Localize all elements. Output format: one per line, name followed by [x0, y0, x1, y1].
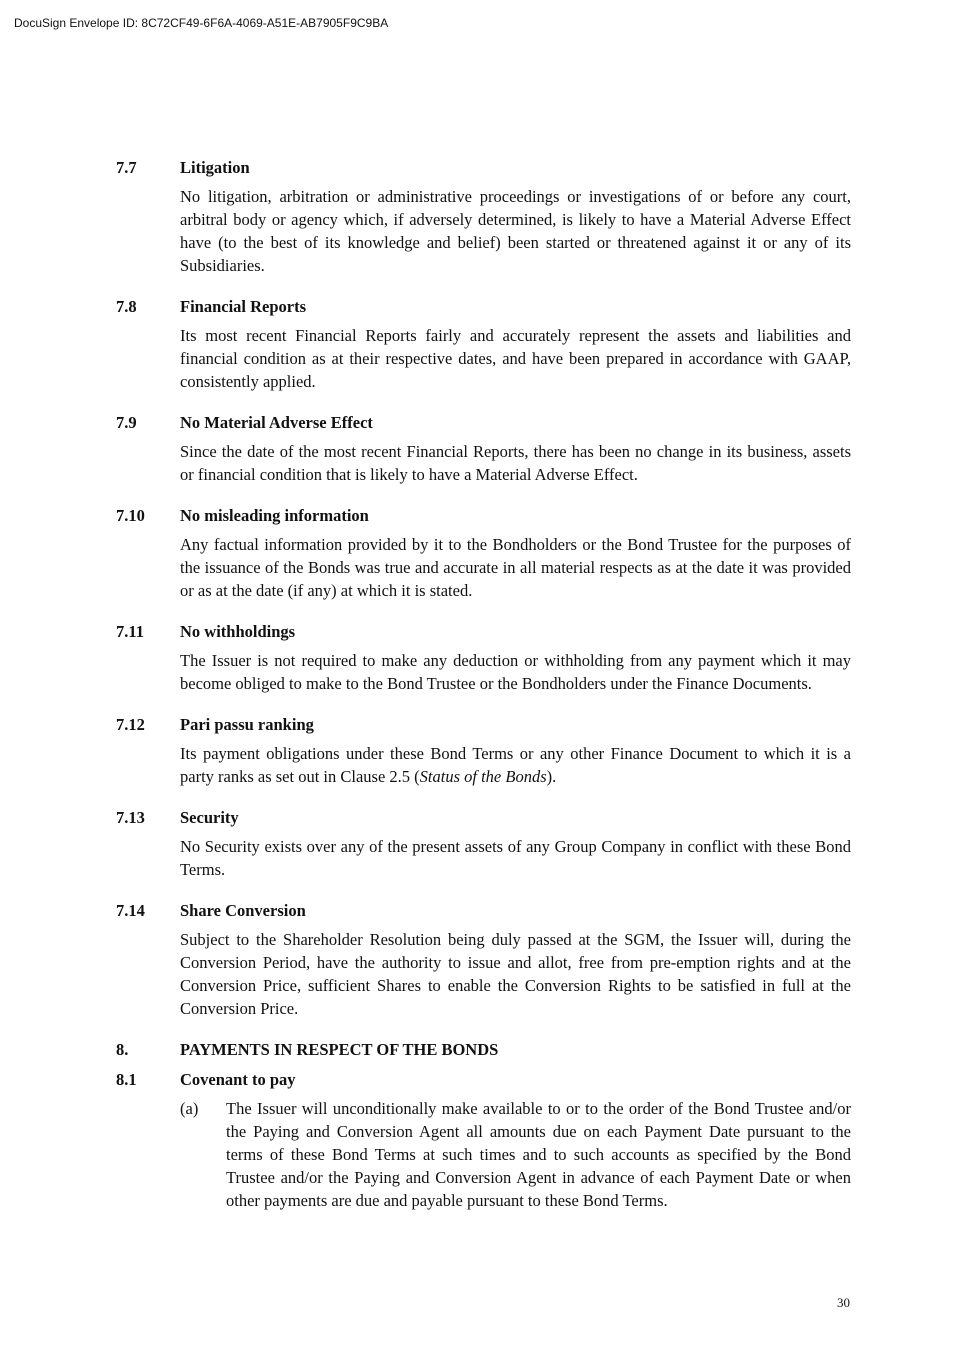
- section-title: Litigation: [180, 158, 250, 177]
- section-title: Financial Reports: [180, 297, 307, 316]
- section-text: Any factual information provided by it to the Bondholders or the Bond Trustee for the purposes of the issuance of the Bonds was true and accurate in all material respects as at the date it was provided or as at the date (if any) at which it is stated.: [180, 535, 851, 600]
- section-7-8: [116, 296, 851, 393]
- section-7-7: [116, 157, 851, 277]
- paragraph-text: The Issuer will unconditionally make available to or to the order of the Bond Trustee and/or the Paying and Conversion Agent all amounts due on each Payment Date pursuant to the terms of these Bond Terms at such times and to such accounts as specified by the Bond Trustee and/or the Paying and Conversion Agent in advance of each Payment Date or when other payments are due and payable pursuant to these Bond Terms.: [226, 1099, 851, 1210]
- clause-number: 8.: [116, 1040, 129, 1059]
- clause-8: [116, 1039, 851, 1061]
- section-text-before: Its payment obligations under these Bond Terms or any other Finance Document to which it is a party ranks as set out in Clause 2.5 (: [180, 744, 851, 786]
- section-text: Since the date of the most recent Financial Reports, there has been no change in its business, assets or financial condition that is likely to have a Material Adverse Effect.: [180, 442, 851, 484]
- document-body: [116, 157, 851, 1231]
- section-title: Pari passu ranking: [180, 715, 314, 734]
- section-number: 7.13: [116, 808, 145, 827]
- section-number: 8.1: [116, 1070, 137, 1089]
- section-number: 7.7: [116, 158, 137, 177]
- section-title: Security: [180, 808, 239, 827]
- clause-title: PAYMENTS IN RESPECT OF THE BONDS: [180, 1040, 499, 1059]
- section-text: No litigation, arbitration or administrative proceedings or investigations of or before any court, arbitral body or agency which, if adversely determined, is likely to have a Material Adverse Effect have (to the best of its knowledge and belief) been started or threatened against it or any of its Subsidiaries.: [180, 187, 851, 275]
- page-number: 30: [837, 1295, 850, 1310]
- section-7-10: [116, 505, 851, 602]
- section-number: 7.11: [116, 622, 144, 641]
- sub-paragraph-a: [180, 1097, 851, 1212]
- section-title: Covenant to pay: [180, 1070, 296, 1089]
- section-7-9: [116, 412, 851, 486]
- section-text: [180, 742, 851, 788]
- section-text: Its most recent Financial Reports fairly and accurately represent the assets and liabilities and financial condition as at their respective dates, and have been prepared in accordance with GAAP, consistently applied.: [180, 326, 851, 391]
- clause-reference: Status of the Bonds: [419, 767, 547, 786]
- section-title: No misleading information: [180, 506, 369, 525]
- section-text-after: ).: [546, 767, 557, 786]
- section-title: No withholdings: [180, 622, 296, 641]
- section-7-11: [116, 621, 851, 695]
- section-8-1: [116, 1069, 851, 1212]
- docusign-envelope-id: DocuSign Envelope ID: 8C72CF49-6F6A-4069-A51E-AB7905F9C9BA: [14, 16, 389, 30]
- section-7-13: [116, 807, 851, 881]
- paragraph-label: (a): [180, 1099, 199, 1118]
- section-text: The Issuer is not required to make any deduction or withholding from any payment which it may become obliged to make to the Bond Trustee or the Bondholders under the Finance Documents.: [180, 651, 851, 693]
- section-7-12: [116, 714, 851, 788]
- section-text: Subject to the Shareholder Resolution being duly passed at the SGM, the Issuer will, during the Conversion Period, have the authority to issue and allot, free from pre-emption rights and at the Conversion Price, sufficient Shares to enable the Conversion Rights to be satisfied in full at the Conversion Price.: [180, 930, 851, 1018]
- section-title: Share Conversion: [180, 901, 306, 920]
- section-number: 7.8: [116, 297, 137, 316]
- section-number: 7.10: [116, 506, 145, 525]
- section-text: No Security exists over any of the present assets of any Group Company in conflict with these Bond Terms.: [180, 837, 851, 879]
- section-number: 7.9: [116, 413, 137, 432]
- section-number: 7.14: [116, 901, 145, 920]
- section-number: 7.12: [116, 715, 145, 734]
- section-title: No Material Adverse Effect: [180, 413, 373, 432]
- section-7-14: [116, 900, 851, 1020]
